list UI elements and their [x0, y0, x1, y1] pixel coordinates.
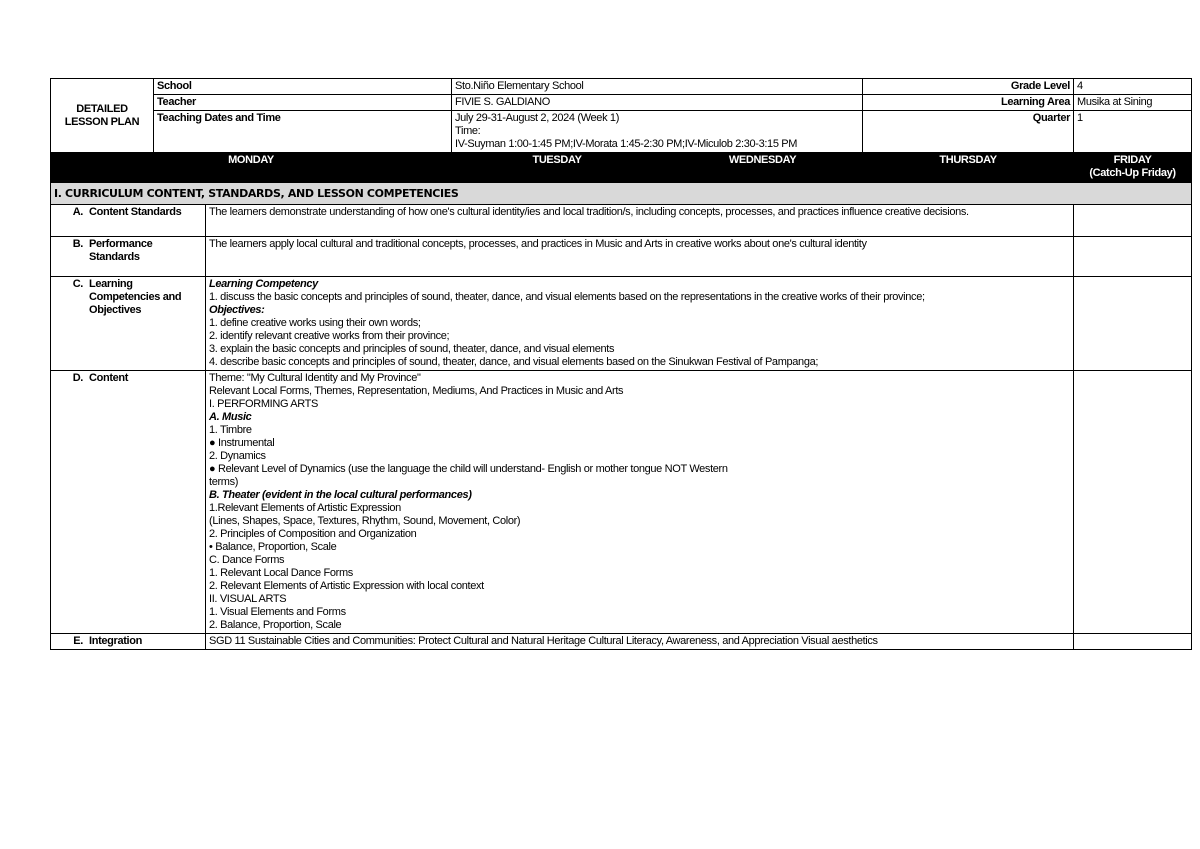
learning-area-value: Musika at Sining	[1074, 95, 1192, 111]
school-value: Sto.Niño Elementary School	[452, 79, 863, 95]
teacher-label: Teacher	[154, 95, 452, 111]
row-key: D.	[72, 372, 83, 384]
content-line: ● Instrumental	[209, 437, 275, 449]
content-line: I. PERFORMING ARTS	[209, 398, 319, 410]
content-subheading: B. Theater (evident in the local cultural performances)	[209, 489, 472, 501]
content-line: 1. Timbre	[209, 424, 252, 436]
row-label: Content	[89, 372, 129, 384]
row-performance-standards	[51, 237, 1192, 277]
content-friday	[1074, 371, 1192, 634]
grade-level-label: Grade Level	[863, 79, 1074, 95]
objective-item: 2. identify relevant creative works from their province;	[209, 330, 450, 342]
row-integration	[51, 634, 1192, 650]
row-label: Performance Standards	[89, 238, 153, 263]
content-line: ● Relevant Level of Dynamics (use the language the child will understand- English or mother tongue NOT Western	[209, 463, 728, 475]
row-key: A.	[72, 206, 83, 218]
learning-competencies-text	[206, 277, 1074, 371]
quarter-label: Quarter	[863, 111, 1074, 153]
content-line: terms)	[209, 476, 239, 488]
content-line: 1. Relevant Local Dance Forms	[209, 567, 353, 579]
learning-area-label: Learning Area	[863, 95, 1074, 111]
row-content	[51, 371, 1192, 634]
objective-item: 4. describe basic concepts and principles of sound, theater, dance, and visual elements based on the Sinukwan Festival of Pampanga;	[209, 356, 819, 368]
integration-text: SGD 11 Sustainable Cities and Communities: Protect Cultural and Natural Heritage Cultural Literacy, Awareness, and Appreciation Visual aesthetics	[206, 634, 1074, 650]
section-1-heading: I. CURRICULUM CONTENT, STANDARDS, AND LESSON COMPETENCIES	[51, 183, 1192, 205]
competency-item: 1. discuss the basic concepts and principles of sound, theater, dance, and visual elements based on the representations in the creative works of their province;	[209, 291, 925, 303]
content-line: Relevant Local Forms, Themes, Representation, Mediums, And Practices in Music and Arts	[209, 385, 624, 397]
objective-item: 3. explain the basic concepts and principles of sound, theater, dance, and visual elements	[209, 343, 615, 355]
plan-title	[51, 79, 154, 153]
content-label	[51, 371, 206, 634]
row-key: C.	[72, 278, 83, 290]
section-1-row	[51, 183, 1192, 205]
row-label: Integration	[89, 635, 142, 647]
header-row-school	[51, 79, 1192, 95]
content-standards-text: The learners demonstrate understanding of how one's cultural identity/ies and local tradition/s, including concepts, processes, and practices influence creative decisions.	[206, 205, 1074, 237]
content-line: (Lines, Shapes, Space, Textures, Rhythm, Sound, Movement, Color)	[209, 515, 521, 527]
integration-friday	[1074, 634, 1192, 650]
time-label: Time:	[455, 125, 481, 137]
time-schedule: IV-Suyman 1:00-1:45 PM;IV-Morata 1:45-2:30 PM;IV-Miculob 2:30-3:15 PM	[455, 138, 798, 150]
content-line: 1. Visual Elements and Forms	[209, 606, 346, 618]
day-monday: MONDAY	[51, 153, 452, 183]
friday-label: FRIDAY	[1113, 154, 1152, 166]
learning-competencies-label	[51, 277, 206, 371]
row-key: B.	[72, 238, 83, 250]
catch-up-friday-label: (Catch-Up Friday)	[1089, 167, 1176, 179]
content-line: 2. Relevant Elements of Artistic Expression with local context	[209, 580, 484, 592]
content-text	[206, 371, 1074, 634]
content-line: 1.Relevant Elements of Artistic Expression	[209, 502, 401, 514]
learning-competencies-friday	[1074, 277, 1192, 371]
performance-standards-label	[51, 237, 206, 277]
performance-standards-friday	[1074, 237, 1192, 277]
day-tuesday: TUESDAY	[452, 153, 663, 183]
content-line: 2. Principles of Composition and Organization	[209, 528, 417, 540]
integration-label	[51, 634, 206, 650]
header-row-teacher	[51, 95, 1192, 111]
content-line: 2. Dynamics	[209, 450, 266, 462]
school-label: School	[154, 79, 452, 95]
content-line: C. Dance Forms	[209, 554, 285, 566]
teacher-value: FIVIE S. GALDIANO	[452, 95, 863, 111]
content-line: Theme: "My Cultural Identity and My Province"	[209, 372, 421, 384]
content-line: • Balance, Proportion, Scale	[209, 541, 337, 553]
day-thursday: THURSDAY	[863, 153, 1074, 183]
teaching-dates-label: Teaching Dates and Time	[154, 111, 452, 153]
row-label: Content Standards	[89, 206, 182, 218]
plan-title-line-2: LESSON PLAN	[64, 115, 140, 128]
day-wednesday: WEDNESDAY	[663, 153, 863, 183]
content-standards-friday	[1074, 205, 1192, 237]
content-standards-label	[51, 205, 206, 237]
row-label: Learning Competencies and Objectives	[89, 278, 182, 316]
row-content-standards	[51, 205, 1192, 237]
lesson-plan-sheet	[50, 78, 1176, 650]
header-row-dates	[51, 111, 1192, 153]
competency-heading: Learning Competency	[209, 278, 318, 290]
grade-level-value: 4	[1074, 79, 1192, 95]
row-learning-competencies	[51, 277, 1192, 371]
lesson-plan-table	[50, 78, 1192, 650]
dates-line: July 29-31-August 2, 2024 (Week 1)	[455, 112, 620, 124]
objective-item: 1. define creative works using their own words;	[209, 317, 421, 329]
performance-standards-text: The learners apply local cultural and traditional concepts, processes, and practices in Music and Arts in creative works about one's cultural identity	[206, 237, 1074, 277]
content-line: 2. Balance, Proportion, Scale	[209, 619, 342, 631]
content-line: II. VISUAL ARTS	[209, 593, 287, 605]
row-key: E.	[73, 635, 83, 647]
objectives-heading: Objectives:	[209, 304, 265, 316]
content-subheading: A. Music	[209, 411, 252, 423]
teaching-dates-value	[452, 111, 863, 153]
plan-title-line-1: DETAILED	[76, 102, 128, 115]
day-header-row	[51, 153, 1192, 183]
quarter-value: 1	[1074, 111, 1192, 153]
day-friday	[1074, 153, 1192, 183]
